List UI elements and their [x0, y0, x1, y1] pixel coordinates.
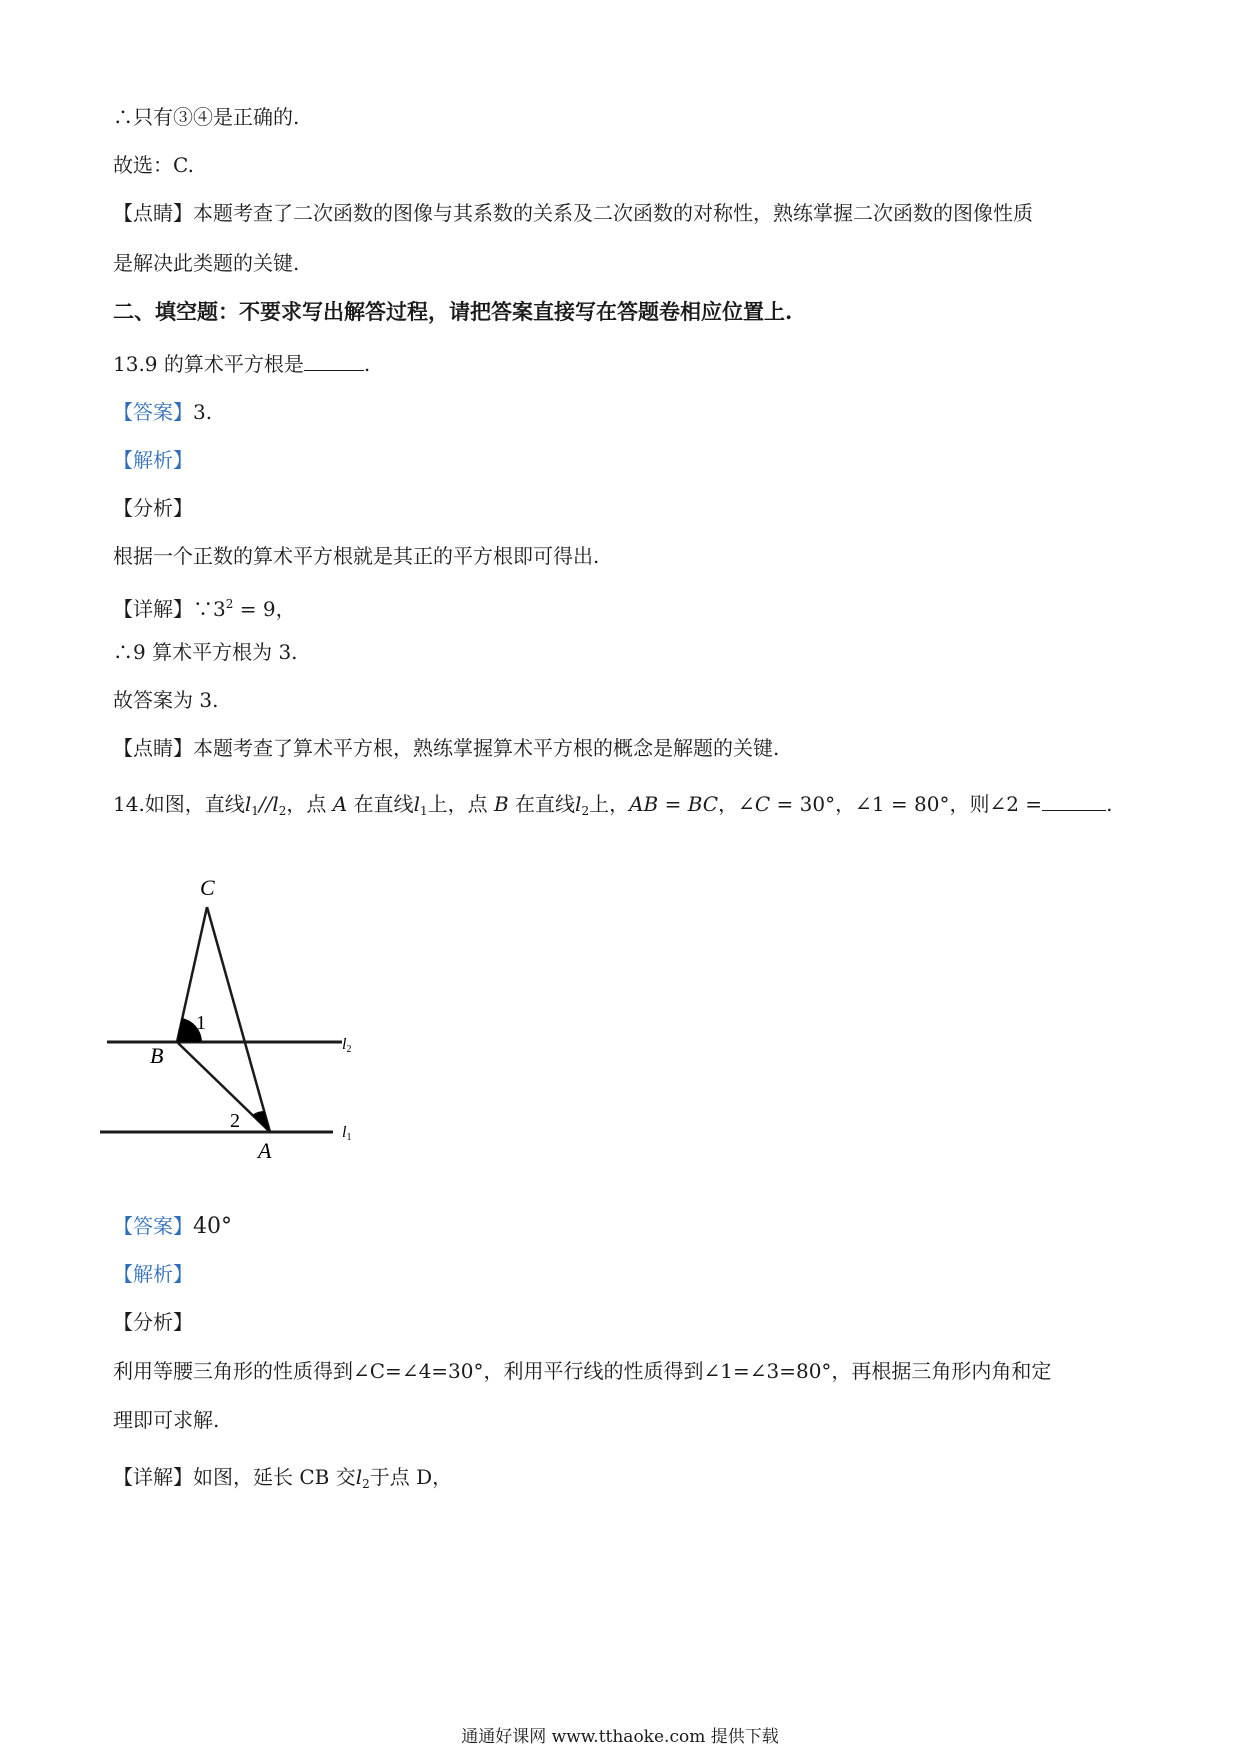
detail-base: 3 [213, 597, 226, 621]
label-l2 [342, 1036, 351, 1055]
answer-blank [1042, 792, 1106, 811]
text-line: ∴只有③④是正确的. [113, 105, 300, 129]
q14-part: 上，点 [427, 792, 488, 816]
detail-rest: = 9， [233, 597, 296, 621]
label-b: B [150, 1043, 164, 1068]
label-c: C [200, 875, 215, 900]
q14-part: 在直线 [515, 792, 576, 816]
math-eq: = 30° [770, 792, 836, 816]
math-var: C [754, 792, 771, 816]
q14-part: ，∠1 = 80°，则∠2 = [835, 792, 1043, 816]
section-heading: 二、填空题：不要求写出解答过程，请把答案直接写在答题卷相应位置上. [113, 299, 793, 324]
detail-text: 于点 D， [369, 1465, 453, 1489]
math-l: l [413, 792, 420, 816]
label-l1 [342, 1124, 351, 1143]
answer-line [113, 1212, 232, 1241]
q13-text: 13.9 的算术平方根是 [113, 352, 304, 376]
math-l: l [575, 792, 582, 816]
answer-value: 40° [193, 1214, 232, 1239]
label-angle-2: 2 [230, 1110, 240, 1132]
analysis-tag: 【解析】 [113, 1262, 193, 1286]
fenxi-tag: 【分析】 [113, 1310, 193, 1334]
label-l1-sub: 1 [346, 1132, 352, 1143]
q14-end: . [1106, 792, 1113, 816]
fenxi-text: 根据一个正数的算术平方根就是其正的平方根即可得出. [113, 544, 600, 568]
label-l2-sub: 2 [346, 1044, 352, 1055]
math-l: l [272, 792, 279, 816]
math-sub: 2 [278, 804, 287, 818]
answer-line [113, 398, 212, 426]
q13-end: . [363, 352, 371, 376]
detail-tag: 【详解】∵ [113, 597, 213, 621]
detail-line [113, 590, 296, 623]
text-line: 【点睛】本题考查了算术平方根，熟练掌握算术平方根的概念是解题的关键. [113, 736, 780, 760]
fenxi-tag: 【分析】 [113, 496, 193, 520]
text-line: 是解决此类题的关键. [113, 251, 300, 275]
q14-part: ，∠ [718, 792, 755, 816]
answer-blank [304, 352, 364, 371]
math-eq: AB = BC [629, 792, 719, 816]
math-var: A [332, 792, 348, 816]
segment-ca [207, 907, 270, 1132]
label-l1-main: l [342, 1124, 347, 1141]
analysis-tag: 【解析】 [113, 448, 193, 472]
label-angle-1: 1 [196, 1012, 206, 1034]
text-line: 故答案为 3. [113, 688, 219, 712]
q14-part: 在直线 [353, 792, 414, 816]
answer-value: 3. [193, 400, 213, 424]
fenxi-text: 理即可求解. [113, 1408, 220, 1432]
q14-part: 上， [589, 792, 630, 816]
math-var: B [493, 792, 509, 816]
detail-line [113, 1463, 452, 1498]
question-14 [113, 790, 1112, 825]
math-sub: 1 [251, 804, 259, 818]
answer-tag: 【答案】 [113, 400, 193, 424]
math-parallel: // [258, 792, 273, 816]
text-line: 故选：C. [113, 153, 194, 177]
fenxi-text: 利用等腰三角形的性质得到∠C=∠4=30°，利用平行线的性质得到∠1=∠3=80°，再根据三角形内角和定 [113, 1359, 1052, 1383]
label-a: A [258, 1138, 272, 1163]
question-13 [113, 350, 370, 378]
detail-exp: 2 [225, 597, 234, 611]
math-l: l [355, 1465, 363, 1489]
math-sub: 2 [581, 804, 590, 818]
answer-tag: 【答案】 [113, 1214, 193, 1238]
geometry-figure [100, 855, 420, 1185]
math-l: l [244, 792, 252, 816]
detail-text: 【详解】如图，延长 CB 交 [113, 1465, 356, 1489]
math-sub: 2 [362, 1477, 370, 1491]
q14-part: 14.如图，直线 [113, 792, 245, 816]
q14-part: ，点 [286, 792, 327, 816]
page-footer: 通通好课网 www.tthaoke.com 提供下载 [461, 1727, 779, 1747]
label-l2-main: l [342, 1036, 347, 1053]
text-line: 【点睛】本题考查了二次函数的图像与其系数的关系及二次函数的对称性，熟练掌握二次函数的图像性质 [113, 201, 1033, 225]
math-sub: 1 [419, 804, 428, 818]
text-line: ∴9 算术平方根为 3. [113, 640, 298, 664]
